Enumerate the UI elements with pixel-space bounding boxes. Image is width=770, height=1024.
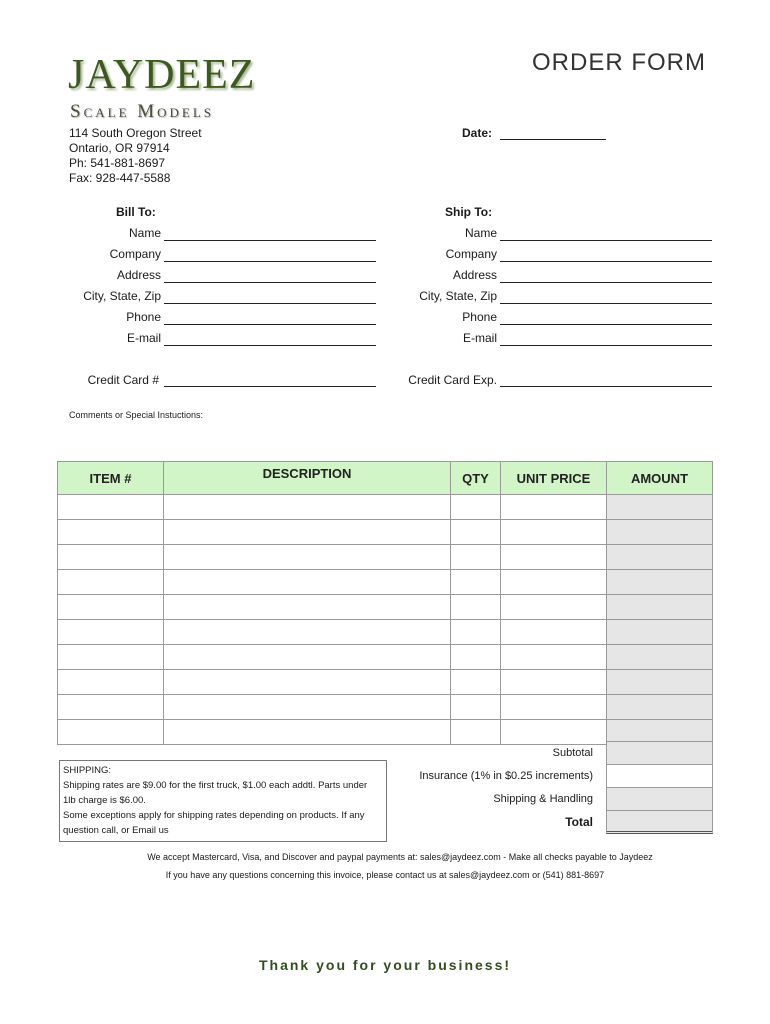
unit-price-cell[interactable] xyxy=(501,720,607,745)
insurance-label: Insurance (1% in $0.25 increments) xyxy=(419,770,593,782)
qty-cell[interactable] xyxy=(451,720,501,745)
ship-address-field[interactable] xyxy=(500,282,712,283)
company-city: Ontario, OR 97914 xyxy=(69,141,170,155)
total-label: Total xyxy=(565,815,593,829)
item-number-cell[interactable] xyxy=(58,545,164,570)
subtotal-label: Subtotal xyxy=(552,747,593,759)
qty-cell[interactable] xyxy=(451,545,501,570)
bill-address-field[interactable] xyxy=(164,282,376,283)
shipping-line-1: Shipping rates are $9.00 for the first truck, $1.00 each addtl. Parts under xyxy=(63,780,368,791)
table-row xyxy=(58,520,713,545)
qty-cell[interactable] xyxy=(451,620,501,645)
header-qty: QTY xyxy=(451,462,501,495)
amount-cell xyxy=(607,495,713,520)
table-row xyxy=(58,545,713,570)
ship-name-label: Name xyxy=(464,226,497,240)
order-items-table xyxy=(57,461,713,745)
description-cell[interactable] xyxy=(164,545,451,570)
description-cell[interactable] xyxy=(164,720,451,745)
company-fax: Fax: 928-447-5588 xyxy=(69,171,171,185)
shipping-line-3: Some exceptions apply for shipping rates depending on products. If any xyxy=(63,810,365,821)
unit-price-cell[interactable] xyxy=(501,595,607,620)
date-field[interactable] xyxy=(500,139,606,140)
total-field xyxy=(606,810,713,834)
table-row xyxy=(58,595,713,620)
description-cell[interactable] xyxy=(164,645,451,670)
bill-phone-label: Phone xyxy=(126,310,161,324)
header-description: DESCRIPTION xyxy=(164,462,451,495)
table-row xyxy=(58,495,713,520)
description-cell[interactable] xyxy=(164,495,451,520)
bill-to-heading: Bill To: xyxy=(116,205,156,219)
qty-cell[interactable] xyxy=(451,520,501,545)
bill-email-label: E-mail xyxy=(126,331,161,345)
qty-cell[interactable] xyxy=(451,695,501,720)
ship-phone-field[interactable] xyxy=(500,324,712,325)
table-row xyxy=(58,670,713,695)
ship-name-field[interactable] xyxy=(500,240,712,241)
unit-price-cell[interactable] xyxy=(501,570,607,595)
table-body xyxy=(58,495,713,745)
date-label: Date: xyxy=(462,126,493,140)
bill-city-field[interactable] xyxy=(164,303,376,304)
payment-note: We accept Mastercard, Visa, and Discover and paypal payments at: sales@jaydeez.com - Make all checks payable to Jaydeez xyxy=(147,852,653,862)
ship-address-label: Address xyxy=(452,268,497,282)
table-row xyxy=(58,620,713,645)
item-number-cell[interactable] xyxy=(58,645,164,670)
table-row xyxy=(58,695,713,720)
logo-name: JAYDEEZ xyxy=(68,52,256,98)
shipping-heading: SHIPPING: xyxy=(63,765,112,776)
company-address xyxy=(69,126,202,186)
unit-price-cell[interactable] xyxy=(501,545,607,570)
qty-cell[interactable] xyxy=(451,670,501,695)
item-number-cell[interactable] xyxy=(58,670,164,695)
amount-cell xyxy=(607,520,713,545)
amount-cell xyxy=(607,545,713,570)
bill-company-label: Company xyxy=(109,247,161,261)
description-cell[interactable] xyxy=(164,695,451,720)
item-number-cell[interactable] xyxy=(58,620,164,645)
ship-city-label: City, State, Zip xyxy=(419,289,497,303)
bill-email-field[interactable] xyxy=(164,345,376,346)
subtotal-field xyxy=(606,741,713,765)
description-cell[interactable] xyxy=(164,570,451,595)
ship-company-label: Company xyxy=(445,247,497,261)
ship-phone-label: Phone xyxy=(462,310,497,324)
unit-price-cell[interactable] xyxy=(501,495,607,520)
item-number-cell[interactable] xyxy=(58,595,164,620)
credit-card-exp-label: Credit Card Exp. xyxy=(408,373,497,387)
unit-price-cell[interactable] xyxy=(501,620,607,645)
ship-city-field[interactable] xyxy=(500,303,712,304)
shipping-line-4: question call, or Email us xyxy=(63,825,169,836)
ship-company-field[interactable] xyxy=(500,261,712,262)
thank-you-message: Thank you for your business! xyxy=(258,957,512,973)
qty-cell[interactable] xyxy=(451,495,501,520)
amount-cell xyxy=(607,695,713,720)
bill-company-field[interactable] xyxy=(164,261,376,262)
bill-name-label: Name xyxy=(128,226,161,240)
shipping-info-box xyxy=(59,760,387,842)
qty-cell[interactable] xyxy=(451,645,501,670)
header-item-number: ITEM # xyxy=(58,462,164,495)
unit-price-cell[interactable] xyxy=(501,520,607,545)
ship-email-label: E-mail xyxy=(462,331,497,345)
logo-tagline: Scale Models xyxy=(70,101,215,122)
form-title: ORDER FORM xyxy=(532,49,706,76)
description-cell[interactable] xyxy=(164,595,451,620)
amount-cell xyxy=(607,595,713,620)
item-number-cell[interactable] xyxy=(58,495,164,520)
item-number-cell[interactable] xyxy=(58,570,164,595)
header-amount: AMOUNT xyxy=(607,462,713,495)
contact-note: If you have any questions concerning this invoice, please contact us at sales@jaydeez.com or (541) 881-8697 xyxy=(165,870,605,880)
item-number-cell[interactable] xyxy=(58,520,164,545)
unit-price-cell[interactable] xyxy=(501,670,607,695)
unit-price-cell[interactable] xyxy=(501,645,607,670)
qty-cell[interactable] xyxy=(451,595,501,620)
company-street: 114 South Oregon Street xyxy=(69,126,202,140)
credit-card-exp-field[interactable] xyxy=(500,386,712,387)
amount-cell xyxy=(607,645,713,670)
description-cell[interactable] xyxy=(164,520,451,545)
company-logo xyxy=(68,50,278,125)
insurance-field[interactable] xyxy=(606,764,713,788)
table-row xyxy=(58,645,713,670)
company-phone: Ph: 541-881-8697 xyxy=(69,156,166,170)
item-number-cell[interactable] xyxy=(58,695,164,720)
ship-to-heading: Ship To: xyxy=(445,205,493,219)
table-row xyxy=(58,570,713,595)
bill-phone-field[interactable] xyxy=(164,324,376,325)
bill-address-label: Address xyxy=(116,268,161,282)
comments-label: Comments or Special Instuctions: xyxy=(69,410,204,420)
qty-cell[interactable] xyxy=(451,570,501,595)
header-unit-price: UNIT PRICE xyxy=(501,462,607,495)
bill-name-field[interactable] xyxy=(164,240,376,241)
shipping-handling-field xyxy=(606,787,713,811)
description-cell[interactable] xyxy=(164,670,451,695)
amount-cell xyxy=(607,570,713,595)
unit-price-cell[interactable] xyxy=(501,695,607,720)
amount-cell xyxy=(607,620,713,645)
bill-city-label: City, State, Zip xyxy=(83,289,161,303)
description-cell[interactable] xyxy=(164,620,451,645)
amount-cell xyxy=(607,670,713,695)
shipping-handling-label: Shipping & Handling xyxy=(493,793,593,805)
shipping-line-2: 1lb charge is $6.00. xyxy=(63,795,146,806)
credit-card-label: Credit Card # xyxy=(87,373,159,387)
table-header-row xyxy=(58,462,713,495)
ship-email-field[interactable] xyxy=(500,345,712,346)
item-number-cell[interactable] xyxy=(58,720,164,745)
